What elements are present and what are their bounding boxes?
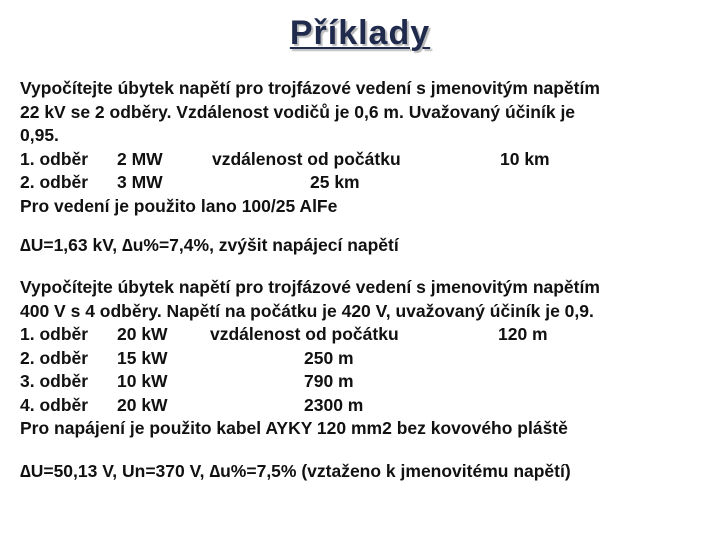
load-distance: 250 m: [304, 347, 354, 368]
load-label: 2. odběr: [20, 172, 89, 192]
example-2-load-row: [20, 323, 710, 347]
load-label: 2. odběr: [20, 347, 89, 368]
load-power: 3 MW: [117, 172, 163, 192]
example-1-result: [20, 234, 710, 258]
load-distance-label: vzdálenost od počátku: [212, 148, 401, 169]
example-2-result-text: ∆U=50,13 V, Un=370 V, ∆u%=7,5% (vztaženo k jmenovitému napětí): [20, 461, 571, 481]
example-1-text-line: 22 kV se 2 odběry. Vzdálenost vodičů je 0,6 m. Uvažovaný účiník je: [20, 101, 576, 122]
example-2-result: [20, 460, 710, 484]
load-power: 10 kW: [117, 371, 168, 391]
example-1-load-row: [20, 148, 710, 172]
example-2-load-row: [20, 394, 710, 418]
load-distance: 10 km: [500, 148, 550, 169]
example-2-load-row: [20, 347, 710, 371]
example-1: [20, 77, 710, 218]
example-1-conductor: Pro vedení je použito lano 100/25 AlFe: [20, 195, 338, 216]
load-distance-label: vzdálenost od počátku: [210, 324, 399, 344]
load-power: 20 kW: [117, 394, 168, 415]
load-label: 3. odběr: [20, 371, 89, 391]
load-distance: 120 m: [498, 324, 548, 344]
load-distance: 2300 m: [304, 394, 364, 415]
example-2: [20, 276, 710, 441]
example-1-text-line: Vypočítejte úbytek napětí pro trojfázové vedení s jmenovitým napětím: [20, 78, 600, 98]
load-label: 1. odběr: [20, 324, 89, 344]
load-power: 2 MW: [117, 148, 163, 169]
example-1-text-line: 0,95.: [20, 125, 59, 145]
load-distance: 25 km: [310, 172, 360, 192]
load-distance: 790 m: [304, 371, 354, 391]
load-label: 1. odběr: [20, 148, 89, 169]
load-power: 15 kW: [117, 347, 168, 368]
load-label: 4. odběr: [20, 394, 89, 415]
load-power: 20 kW: [117, 324, 168, 344]
page-title: Příklady: [289, 14, 431, 52]
example-1-result-text: ∆U=1,63 kV, ∆u%=7,4%, zvýšit napájecí napětí: [20, 235, 399, 255]
example-2-load-row: [20, 370, 710, 394]
example-2-text-line: 400 V s 4 odběry. Napětí na počátku je 420 V, uvažovaný účiník je 0,9.: [20, 300, 594, 321]
example-2-conductor: Pro napájení je použito kabel AYKY 120 mm2 bez kovového pláště: [20, 418, 568, 438]
example-1-load-row: [20, 171, 710, 195]
example-2-text-line: Vypočítejte úbytek napětí pro trojfázové vedení s jmenovitým napětím: [20, 277, 600, 297]
